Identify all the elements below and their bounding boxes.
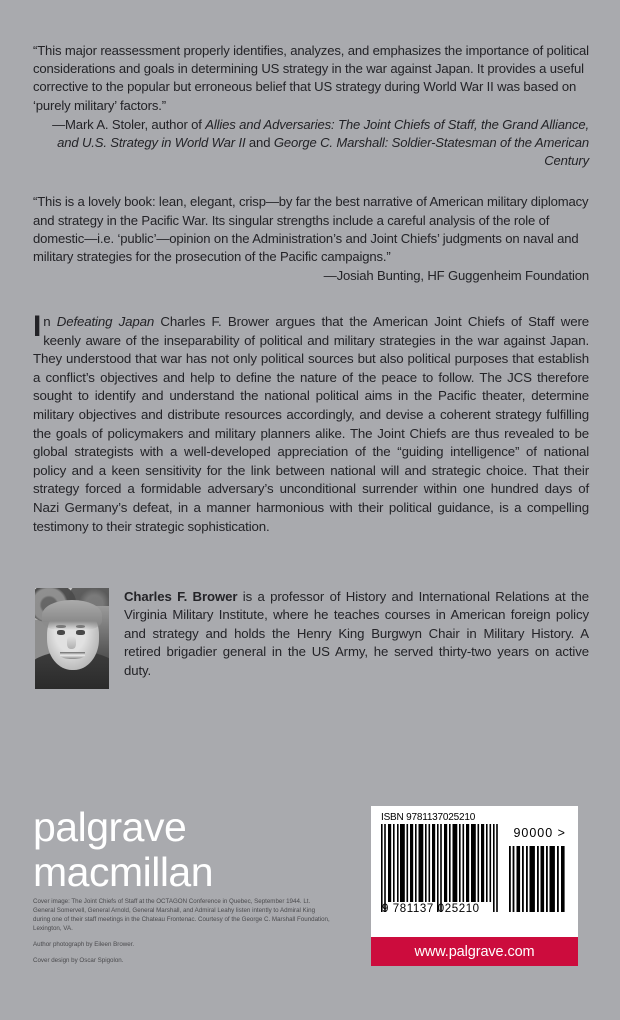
photo-eye-right	[76, 630, 84, 635]
isbn-digits: 9 781137 025210	[382, 903, 480, 915]
author-photo	[35, 588, 109, 689]
barcode-block	[371, 806, 578, 966]
blurb-1-attrib-middle: and	[245, 135, 274, 151]
description-book-title: Defeating Japan	[56, 314, 155, 329]
photo-eye-left	[57, 630, 65, 635]
blurb-2-attribution: —Josiah Bunting, HF Guggenheim Foundation	[323, 268, 589, 284]
barcode-bars-row	[379, 824, 570, 916]
book-description	[33, 310, 589, 536]
blurb-1-attrib-prefix: —Mark A. Stoler, author of	[52, 116, 206, 132]
author-bio-text	[124, 588, 589, 680]
author-bio-body: is a professor of History and International Relations at the Virginia Military Institute, where he teaches courses in American foreign policy and strategy and holds the Henry King Burgwyn Chair in Military History. A retired brigadier general in the US Army, he served thirty-two years on active duty.	[124, 589, 590, 678]
blurb-1-attrib-title-1: Allies and Adversaries: The Joint Chiefs of Staff, the Grand Alliance, and U.S. Strategy in World War II	[57, 116, 589, 151]
publisher-logo-line-2: macmillan	[33, 849, 214, 895]
photo-nose	[67, 636, 76, 648]
description-part-1: n	[43, 314, 57, 329]
barcode-ean13-bars	[381, 824, 498, 912]
blurb-1-attribution	[33, 116, 589, 171]
author-bio-block	[35, 588, 589, 680]
blurbs-section	[33, 42, 589, 308]
barcode-addon-bars	[509, 846, 566, 912]
barcode-addon-value: 90000 >	[513, 826, 566, 840]
palgrave-url-bar[interactable]	[371, 937, 578, 966]
blurb-2	[33, 193, 589, 285]
barcode-inner	[371, 806, 578, 937]
credit-cover-image: Cover image: The Joint Chiefs of Staff at the OCTAGON Conference in Quebec, September 1944. Lt. General Somervell, General Arnold, General Marshall, and Admiral Leahy listen intently to Admiral King during one of their staff meetings in the Chateau Frontenac. Courtesy of the George C. Marshall Foundation, Lexington, VA.	[33, 898, 330, 933]
credit-cover-design: Cover design by Oscar Spigolon.	[33, 957, 124, 965]
blurb-1	[33, 42, 589, 170]
blurb-2-quote: “This is a lovely book: lean, elegant, crisp—by far the best narrative of American military diplomacy and strategy in the Pacific War. Its singular strengths include a careful analysis of the role of domestic—i.e. ‘public’—opinion on the Administration’s and Joint Chiefs’ judgments on naval and military strategies for the prosecution of the Pacific campaigns.”	[33, 194, 589, 265]
photo-smile	[60, 652, 84, 659]
photo-hair	[42, 600, 101, 630]
blurb-1-quote: “This major reassessment properly identifies, analyzes, and emphasizes the importance of political considerations and goals in determining US strategy in the war against Japan. It provides a useful corrective to the popular but erroneous belief that US strategy during World War II was based on ‘purely military’ factors.”	[33, 43, 589, 113]
cover-credits	[33, 897, 333, 966]
credit-author-photo: Author photograph by Eileen Brower.	[33, 941, 135, 949]
author-name: Charles F. Brower	[124, 589, 238, 604]
blurb-1-attrib-title-2: George C. Marshall: Soldier-Statesman of the American Century	[273, 135, 589, 169]
description-dropcap: I	[33, 310, 42, 343]
description-part-2: Charles F. Brower argues that the American Joint Chiefs of Staff were keenly aware of the inseparability of political and military strategies in the war against Japan. They understood that war has not only political sources but also political purposes that establish a conflict’s objectives and help to define the nature of the peace to follow. The JCS therefore sought to identify and understand the national political aims in the Pacific theater, determine military objectives and distribute resources accordingly, and devise a coherent strategy fulfilling the goals of policymakers and military planners alike. The Joint Chiefs are thus revealed to be global strategists with a well-developed appreciation of the “guiding intelligence” of national policy and a keen sensitivity for the link between national will and strategic choice. That their strategy forced a formidable adversary’s unconditional surrender within one hundred days of Nazi Germany’s defeat, in a manner harmonious with their political guidance, is a compelling testimony to their strategic sophistication.	[33, 314, 589, 534]
palgrave-url-text: www.palgrave.com	[414, 943, 535, 960]
publisher-logo	[33, 806, 213, 894]
publisher-logo-line-1: palgrave	[33, 804, 187, 850]
isbn-label: ISBN 9781137025210	[381, 812, 476, 823]
